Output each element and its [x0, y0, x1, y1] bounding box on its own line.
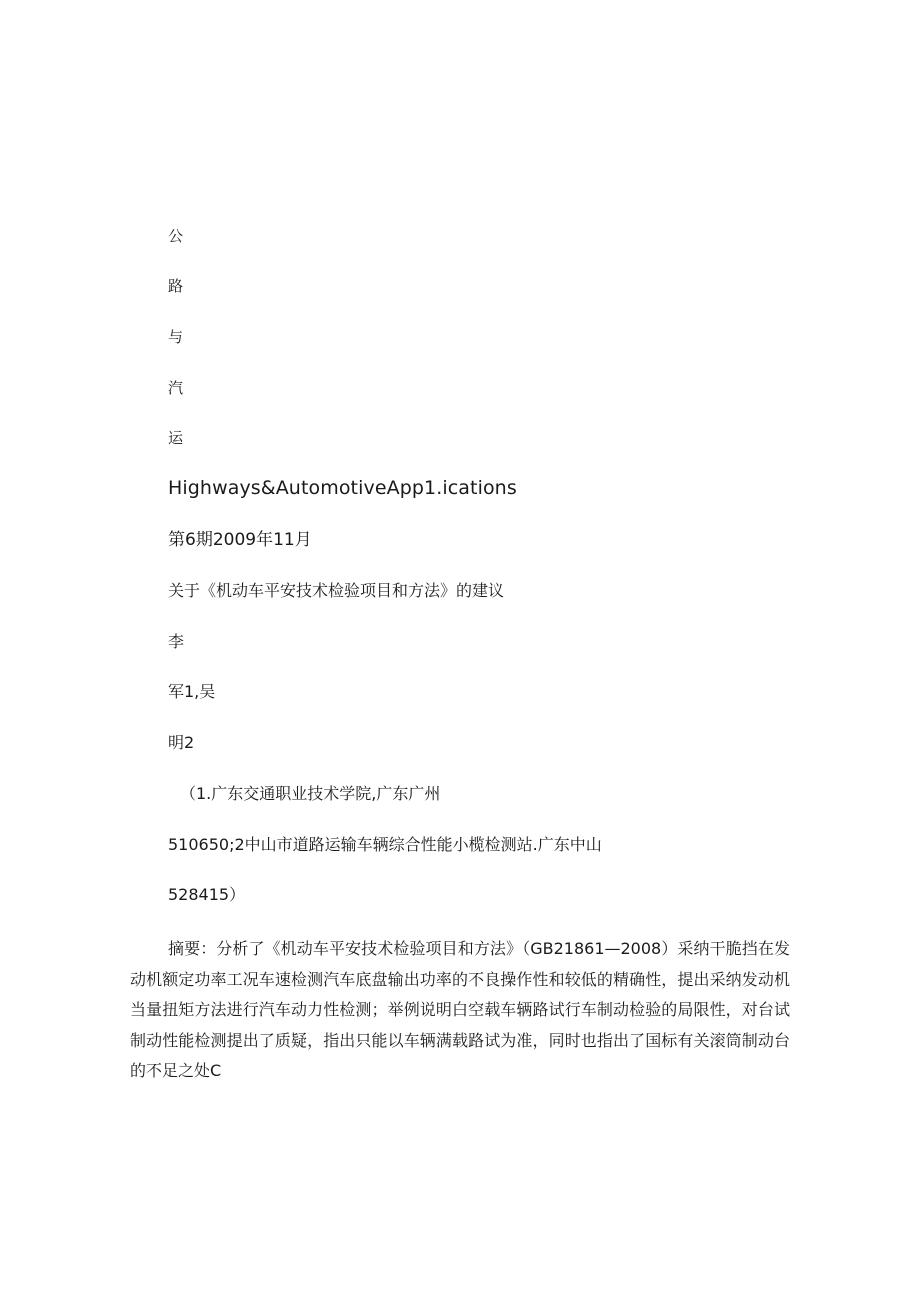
- author-line: 李: [168, 632, 185, 651]
- journal-title-char: 路: [168, 277, 184, 295]
- journal-title-char: 运: [168, 429, 184, 447]
- journal-title-char: 与: [168, 328, 184, 346]
- journal-english-title: Highways&AutomotiveApp1.ications: [168, 477, 517, 499]
- author-line: 军1,吴: [168, 682, 216, 701]
- journal-title-char: 公: [168, 227, 184, 245]
- affiliation-line: （1.广东交通职业技术学院,广东广州: [180, 784, 441, 803]
- affiliation-line: 510650;2中山市道路运输车辆综合性能小榄检测站.广东中山: [168, 835, 602, 854]
- issue-date: 第6期2009年11月: [168, 530, 312, 550]
- abstract: 摘要：分析了《机动车平安技术检验项目和方法》（GB21861—2008）采纳干脆挡在发动机额定功率工况车速检测汽车底盘输出功率的不良操作性和较低的精确性，提出采纳发动机当量扭矩方法进行汽车动力性检测；举例说明白空载车辆路试行车制动检验的局限性，对台试制动性能检测提出了质疑，指出只能以车辆满载路试为准，同时也指出了国标有关滚筒制动台的不足之处C: [130, 939, 790, 1080]
- affiliation-line: 528415）: [168, 885, 246, 904]
- article-title: 关于《机动车平安技术检验项目和方法》的建议: [168, 581, 505, 600]
- author-line: 明2: [168, 733, 195, 752]
- journal-title-char: 汽: [168, 379, 184, 397]
